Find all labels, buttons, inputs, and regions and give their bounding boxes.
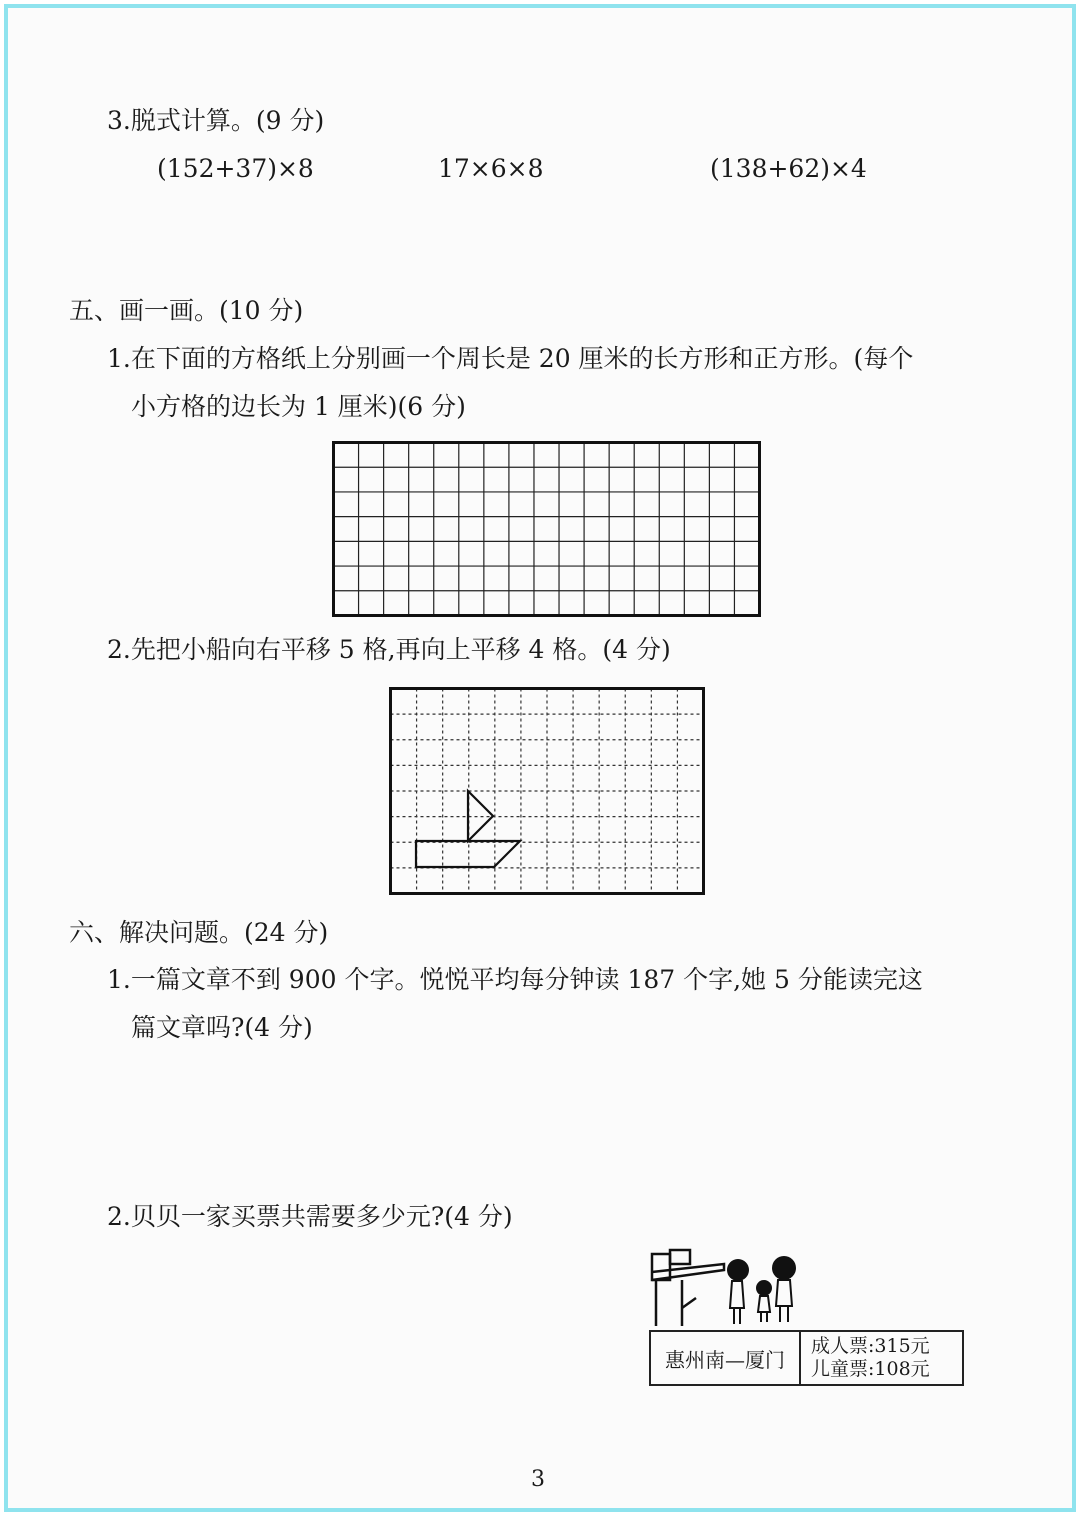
draw-heading: 五、画一画。(10 分): [69, 296, 304, 325]
station-illustration: [648, 1248, 808, 1330]
boat-icon: [416, 791, 520, 867]
expression-3: (138+62)×4: [710, 154, 867, 183]
solve-q1-line1: 1.一篇文章不到 900 个字。悦悦平均每分钟读 187 个字,她 5 分能读完这: [107, 965, 923, 994]
draw-q2: 2.先把小船向右平移 5 格,再向上平移 4 格。(4 分): [107, 635, 671, 664]
grid-paper: [332, 441, 761, 617]
ticket-route: 惠州南—厦门: [651, 1332, 801, 1384]
child-price: 儿童票:108元: [811, 1358, 930, 1380]
expression-1: (152+37)×8: [157, 154, 314, 183]
expression-2: 17×6×8: [438, 154, 544, 183]
calc-heading: 3.脱式计算。(9 分): [107, 106, 325, 135]
solve-q1-line2: 篇文章吗?(4 分): [131, 1013, 313, 1042]
draw-q1-line2: 小方格的边长为 1 厘米)(6 分): [131, 392, 466, 421]
boat-grid: [389, 687, 705, 895]
solve-heading: 六、解决问题。(24 分): [69, 918, 329, 947]
page-number: 3: [531, 1467, 545, 1492]
solve-q2: 2.贝贝一家买票共需要多少元?(4 分): [107, 1202, 513, 1231]
ticket-prices: [801, 1332, 962, 1384]
ticket-price-table: [649, 1330, 964, 1386]
draw-q1-line1: 1.在下面的方格纸上分别画一个周长是 20 厘米的长方形和正方形。(每个: [107, 344, 914, 373]
adult-price: 成人票:315元: [811, 1335, 930, 1357]
